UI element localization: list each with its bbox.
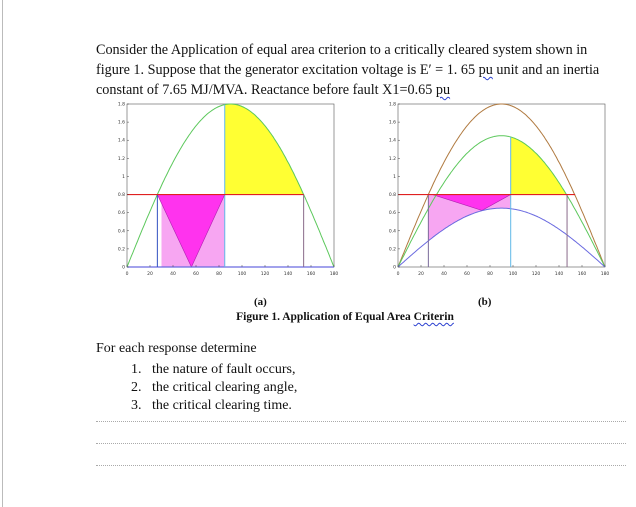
problem-line-1: Consider the Application of equal area criterion to a critically cleared system shown in <box>96 42 588 58</box>
text: constant of 7.65 MJ/MVA. Reactance before fault X1=0.65 <box>96 82 436 98</box>
y-tick-label: 0 <box>122 265 125 271</box>
y-tick-label: 1 <box>393 174 396 180</box>
x-tick-label: 140 <box>554 272 564 277</box>
y-tick-label: 1.8 <box>388 102 396 108</box>
y-tick-label: 0.8 <box>388 193 396 199</box>
x-tick-label: 0 <box>125 272 129 277</box>
y-tick-label: 0.4 <box>117 229 125 235</box>
page-edge <box>2 0 3 507</box>
plot-frame <box>398 104 605 267</box>
spellcheck-word[interactable]: pu <box>478 62 493 78</box>
y-tick-label: 0.2 <box>388 247 396 253</box>
x-tick-label: 100 <box>237 272 247 277</box>
spellcheck-word[interactable]: pu <box>435 82 451 98</box>
x-tick-label: 80 <box>216 272 222 277</box>
item-number: 2. <box>131 380 142 395</box>
x-tick-label: 140 <box>283 272 293 277</box>
plot-b <box>383 98 615 288</box>
y-tick-label: 0.4 <box>388 229 396 235</box>
y-tick-label: 0.2 <box>117 247 125 253</box>
caption-text: Figure 1. Application of Equal Area <box>236 311 414 323</box>
x-tick-label: 180 <box>329 272 339 277</box>
x-tick-label: 60 <box>464 272 470 277</box>
text: figure 1. Suppose that the generator excitation voltage is E′ = 1. 65 <box>96 62 479 78</box>
problem-line-2 <box>96 60 631 80</box>
answer-line[interactable] <box>96 443 626 444</box>
item-text: the critical clearing angle, <box>152 380 298 395</box>
y-tick-label: 0.8 <box>117 193 125 199</box>
x-tick-label: 160 <box>306 272 316 277</box>
item-number: 1. <box>131 362 142 377</box>
questions-list <box>131 361 297 415</box>
x-tick-label: 120 <box>260 272 270 277</box>
x-tick-label: 120 <box>531 272 541 277</box>
y-tick-label: 1.6 <box>117 120 125 126</box>
list-item <box>131 361 297 379</box>
x-tick-label: 180 <box>600 272 610 277</box>
answer-line[interactable] <box>96 465 626 466</box>
y-tick-label: 0.6 <box>117 211 125 217</box>
item-text: the critical clearing time. <box>152 398 292 413</box>
y-tick-label: 1.2 <box>388 156 396 162</box>
x-tick-label: 160 <box>577 272 587 277</box>
x-tick-label: 40 <box>170 272 176 277</box>
problem-line-3 <box>96 80 631 100</box>
y-tick-label: 1.2 <box>117 156 125 162</box>
problem-statement <box>96 40 631 100</box>
text: unit and an inertia <box>492 62 600 78</box>
x-tick-label: 0 <box>396 272 400 277</box>
y-tick-label: 1.8 <box>117 102 125 108</box>
item-number: 3. <box>131 398 142 413</box>
spellcheck-word[interactable]: Criterin <box>413 311 454 323</box>
list-item <box>131 397 297 415</box>
y-tick-label: 1 <box>122 174 125 180</box>
x-tick-label: 100 <box>508 272 518 277</box>
questions-lead: For each response determine <box>96 341 257 356</box>
x-tick-label: 80 <box>487 272 493 277</box>
figure-label-a: (a) <box>254 296 267 308</box>
plot-a <box>112 98 344 288</box>
y-tick-label: 1.6 <box>388 120 396 126</box>
y-tick-label: 1.4 <box>388 138 396 144</box>
y-tick-label: 0.6 <box>388 211 396 217</box>
x-tick-label: 60 <box>193 272 199 277</box>
item-text: the nature of fault occurs, <box>152 362 296 377</box>
answer-line[interactable] <box>96 421 626 422</box>
x-tick-label: 40 <box>441 272 447 277</box>
figure-caption <box>0 311 636 323</box>
x-tick-label: 20 <box>418 272 424 277</box>
y-tick-label: 1.4 <box>117 138 125 144</box>
figure-label-b: (b) <box>478 296 492 308</box>
x-tick-label: 20 <box>147 272 153 277</box>
list-item <box>131 379 297 397</box>
y-tick-label: 0 <box>393 265 396 271</box>
